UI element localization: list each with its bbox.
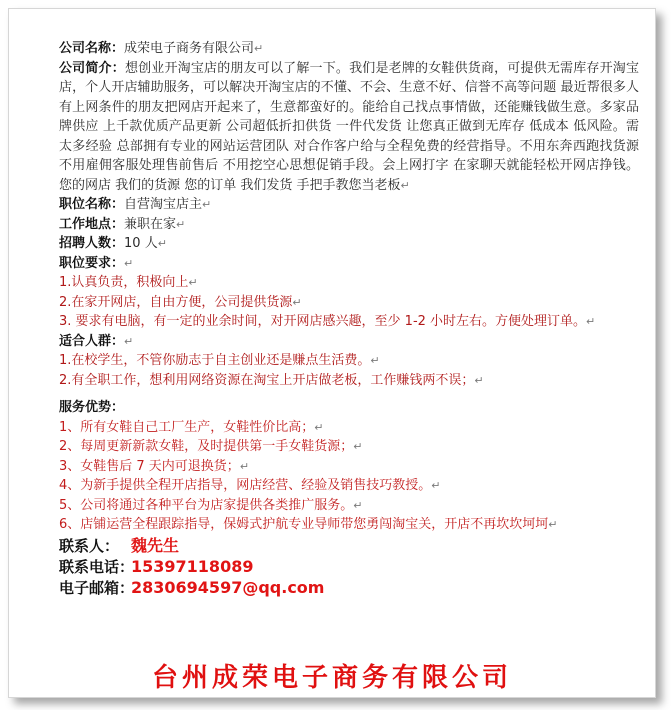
return-mark-icon: ↵ <box>474 373 484 387</box>
service-text: 5、公司将通过各种平台为店家提供各类推广服务。 <box>59 497 354 513</box>
return-mark-icon: ↵ <box>202 198 212 211</box>
requirement-item <box>59 293 639 313</box>
return-mark-icon: ↵ <box>370 354 380 367</box>
contact-email-row <box>59 577 639 598</box>
return-mark-icon: ↵ <box>157 237 167 250</box>
contact-phone-value: 15397118089 <box>131 556 254 576</box>
headcount-label: 招聘人数： <box>59 236 125 251</box>
return-mark-icon: ↵ <box>254 42 264 55</box>
location-row <box>59 215 639 235</box>
service-item <box>59 418 639 438</box>
position-row <box>59 195 639 215</box>
service-item <box>59 515 639 535</box>
suitable-item <box>59 351 639 371</box>
document-card <box>8 8 656 698</box>
requirements-label: 职位要求： <box>59 255 125 271</box>
suitable-label: 适合人群： <box>59 333 125 349</box>
return-mark-icon: ↵ <box>124 256 134 270</box>
contact-person-label: 联系人： <box>59 536 120 555</box>
service-text: 3、女鞋售后 7 天内可退换货； <box>59 458 240 474</box>
return-mark-icon: ↵ <box>176 217 186 231</box>
contact-phone-row <box>59 556 639 577</box>
requirements-heading <box>59 254 639 274</box>
return-mark-icon: ↵ <box>239 459 250 473</box>
requirement-text: 2.在家开网店，自由方便，公司提供货源 <box>59 294 293 310</box>
contact-person-value: 魏先生 <box>131 535 180 555</box>
headcount-row <box>59 234 639 254</box>
requirement-text: 1.认真负责，积极向上 <box>59 275 189 290</box>
service-item <box>59 476 639 496</box>
contact-block <box>59 535 639 598</box>
suitable-item <box>59 371 639 391</box>
location-label: 工作地点： <box>59 216 125 232</box>
requirement-item <box>59 312 639 332</box>
contact-person-row <box>59 535 639 556</box>
footer-company-name: 台州成荣电子商务有限公司 <box>151 663 512 693</box>
contact-email-label: 电子邮箱： <box>59 578 135 597</box>
services-label: 服务优势： <box>59 400 125 415</box>
company-name-row <box>59 39 639 59</box>
contact-phone-label: 联系电话： <box>59 557 135 576</box>
service-text: 6、店铺运营全程跟踪指导，保姆式护航专业导师带您勇闯淘宝关，开店不再坎坎坷坷 <box>59 517 549 532</box>
position-value: 自营淘宝店主 <box>124 197 203 212</box>
return-mark-icon: ↵ <box>548 518 558 531</box>
suitable-heading <box>59 332 639 352</box>
company-intro-value: 想创业开淘宝店的朋友可以了解一下。我们是老牌的女鞋供货商，可提供无需库存开淘宝店，个人开店辅助服务，可以解决开淘宝店的不懂、不会、生意不好、信誉不高等问题 最近帮很多人有上网条件的朋友把网店开起来了，生意都蛮好的。能给自己找点事情做，还能赚钱做生意。多家品牌供应 上千款优质产品更新 公司超低折扣供货 一件代发货 让您真正做到无库存 低成本 低风险。需太多经验 总部拥有专业的网站运营团队 对合作客户给与全程免费的经营指导。不用东奔西跑找货源 不用雇佣客服处理售前售后 不用挖空心思想促销手段。会上网打字 在家聊天就能轻松开网店挣钱。您的网店 我们的货源 您的订单 我们发货 手把手教您当老板 <box>59 60 639 193</box>
headcount-value: 10 人 <box>124 236 158 251</box>
company-intro-label: 公司简介： <box>59 60 125 76</box>
service-text: 1、所有女鞋自己工厂生产，女鞋性价比高； <box>59 419 315 435</box>
service-item <box>59 496 639 516</box>
return-mark-icon: ↵ <box>188 276 198 289</box>
return-mark-icon: ↵ <box>431 479 441 492</box>
service-item <box>59 457 639 477</box>
return-mark-icon: ↵ <box>314 420 324 434</box>
company-name-value: 成荣电子商务有限公司 <box>124 41 255 56</box>
return-mark-icon: ↵ <box>292 295 302 309</box>
suitable-text: 1.在校学生，不管你励志于自主创业还是赚点生活费。 <box>59 353 371 368</box>
job-posting <box>59 39 639 598</box>
suitable-text: 2.有全职工作，想利用网络资源在淘宝上开店做老板，工作赚钱两不误； <box>59 372 475 388</box>
return-mark-icon: ↵ <box>586 315 596 328</box>
services-heading <box>59 398 639 418</box>
return-mark-icon: ↵ <box>353 498 363 512</box>
service-text: 2、每周更新新款女鞋，及时提供第一手女鞋货源； <box>59 439 354 454</box>
return-mark-icon: ↵ <box>353 440 363 453</box>
location-value: 兼职在家 <box>124 216 177 232</box>
requirement-item <box>59 273 639 293</box>
service-text: 4、为新手提供全程开店指导，网店经营、经验及销售技巧教授。 <box>59 478 432 493</box>
return-mark-icon: ↵ <box>400 178 410 192</box>
return-mark-icon: ↵ <box>124 334 134 348</box>
company-intro-row <box>59 59 639 196</box>
position-label: 职位名称： <box>59 197 125 212</box>
service-item <box>59 437 639 457</box>
contact-email-value: 2830694597@qq.com <box>131 577 325 597</box>
requirement-text: 3. 要求有电脑，有一定的业余时间，对开网店感兴趣，至少 1-2 小时左右。方便处理订单。 <box>59 314 587 329</box>
company-name-label: 公司名称： <box>59 41 125 56</box>
